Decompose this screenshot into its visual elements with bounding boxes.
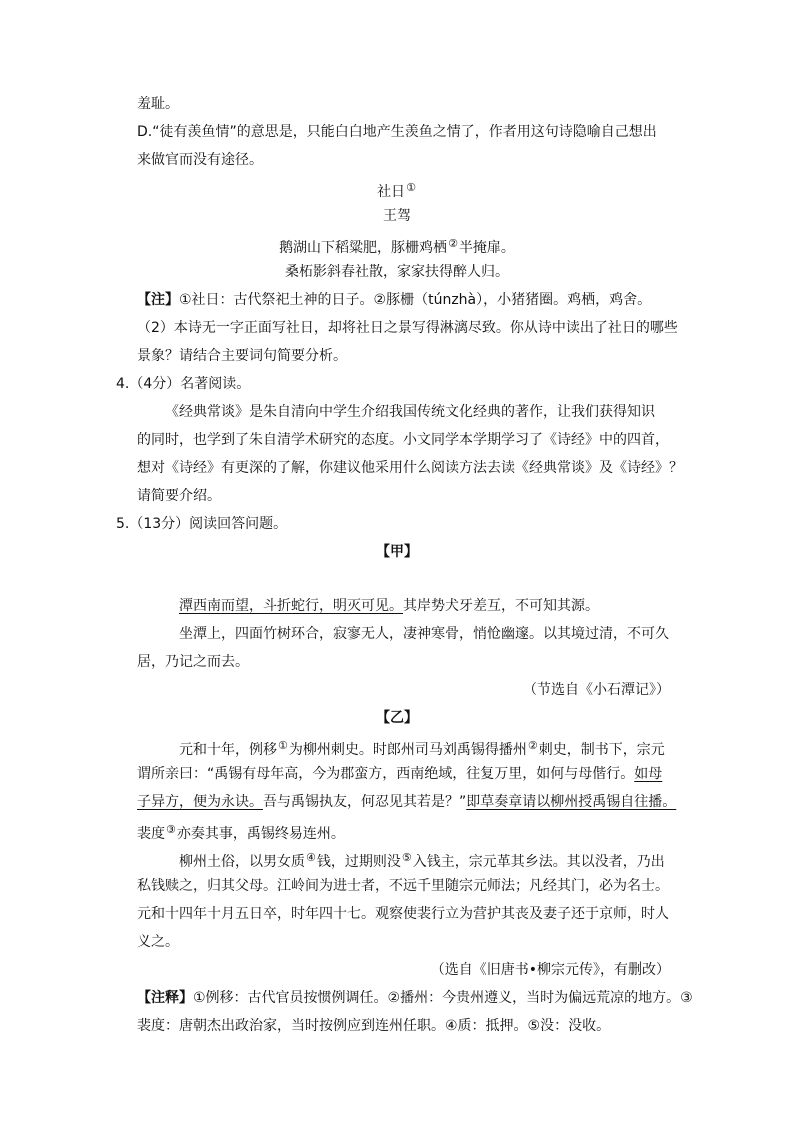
question-4-line-1: 《经典常谈》是朱自清向中学生介绍我国传统文化经典的著作，让我们获得知识 (165, 404, 655, 420)
footnote-marker: ④ (306, 851, 316, 864)
footnote-marker: ② (448, 237, 458, 250)
poem-note: 【注】①社日：古代祭祀土神的日子。②豚栅（tún​zhà），小猪猪圈。鸡栖，鸡舍。 (137, 292, 652, 308)
passage-yi-line-5: 柳州土俗，以男女质④钱，过期则没⑤入钱主，宗元革其乡法。其以没者，乃出 (179, 848, 665, 870)
passage-yi-line-3: 子异方，便为永诀。吾与禹锡执友，何忍见其若是？”即草奏章请以柳州授禹锡自往播。 (137, 794, 677, 810)
passage-yi-line-4: 裴度③亦奏其事，禹锡终易连州。 (137, 820, 345, 842)
underlined-sentence: 即草奏章请以柳州授禹锡自往播。 (466, 794, 677, 810)
question-5-heading: 5.（13分）阅读回答问题。 (116, 516, 288, 532)
passage-yi-line-7: 元和十四年十月五日卒，时年四十七。观察使裴行立为营护其丧及妻子还于京师，时人 (137, 906, 669, 922)
option-d-line-2: 来做官而没有途径。 (137, 152, 263, 168)
passage-jia-line-3: 居，乃记之而去。 (137, 654, 249, 670)
question-2-line-2: 景象？请结合主要词句简要分析。 (137, 348, 347, 364)
question-4-line-4: 请简要介绍。 (137, 488, 221, 504)
footnote-marker: ② (527, 739, 538, 752)
poem-line-1: 鹅湖山下稻粱肥，豚栅鸡栖②半掩扉。 (0, 234, 794, 256)
passage-yi-line-6: 私钱赎之，归其父母。江岭间为进士者，不远千里随宗元师法；凡经其门，必为名士。 (137, 878, 669, 894)
question-4-line-3: 想对《诗经》有更深的了解，你建议他采用什么阅读方法去读《经典常谈》及《诗经》？ (137, 460, 683, 476)
footnote-marker: ① (406, 181, 416, 194)
passage-jia-line-1: 潭西南而望，斗折蛇行，明灭可见。其岸势犬牙差互，不可知其源。 (179, 598, 599, 614)
footnote-marker: ① (278, 739, 288, 752)
underlined-phrase: 子异方，便为永诀。 (137, 794, 263, 810)
passage-yi-line-1: 元和十年，例移①为柳州刺史。时郎州司马刘禹锡得播州②刺史，制书下，宗元 (179, 736, 665, 758)
question-4-line-2: 的同时，也学到了朱自清学术研究的态度。小文同学本学期学习了《诗经》中的四首， (137, 432, 669, 448)
footnote-marker: ⑤ (401, 851, 412, 864)
passage-jia-line-2: 坐潭上，四面竹树环合，寂寥无人，凄神寒骨，悄怆幽邃。以其境过清，不可久 (179, 626, 669, 642)
passage-yi-line-2: 谓所亲曰：“禹锡有母年高，今为郡蛮方，西南绝域，往复万里，如何与母偕行。如母 (137, 766, 663, 782)
poem-author: 王驾 (383, 208, 411, 224)
underlined-phrase: 潭西南而望，斗折蛇行，明灭可见。 (179, 598, 403, 614)
passage-yi-line-8: 义之。 (137, 934, 179, 950)
passage-jia-source: （节选自《小石潭记》） (523, 682, 670, 698)
question-2-line-1: （2）本诗无一字正面写社日，却将社日之景写得淋漓尽致。你从诗中读出了社日的哪些 (137, 320, 678, 336)
passage-jia-title: 【甲】 (376, 544, 418, 560)
option-d-line-1: D.“徒有羡鱼情”的意思是，只能白白地产生羡鱼之情了，作者用这句诗隐喻自己想出 (137, 124, 657, 140)
footnote-marker: ③ (166, 823, 176, 836)
passage-yi-source: （选自《旧唐书•柳宗元传》，有删改） (430, 962, 670, 978)
poem-title: 社日① (0, 178, 794, 200)
question-4-heading: 4.（4分）名著阅读。 (116, 376, 251, 392)
poem-line-2: 桑柘影斜春社散，家家扶得醉人归。 (285, 264, 509, 280)
annotations-line-1: 【注释】①例移：古代官员按惯例调任。②播州：今贵州遵义，当时为偏远荒凉的地方。③ (137, 990, 693, 1006)
underlined-phrase: 如母 (634, 766, 663, 782)
prev-text-line-1: 羞耻。 (137, 96, 179, 112)
annotations-line-2: 裴度：唐朝杰出政治家，当时按例应到连州任职。④质：抵押。⑤没：没收。 (137, 1018, 611, 1034)
passage-yi-title: 【乙】 (376, 710, 418, 726)
